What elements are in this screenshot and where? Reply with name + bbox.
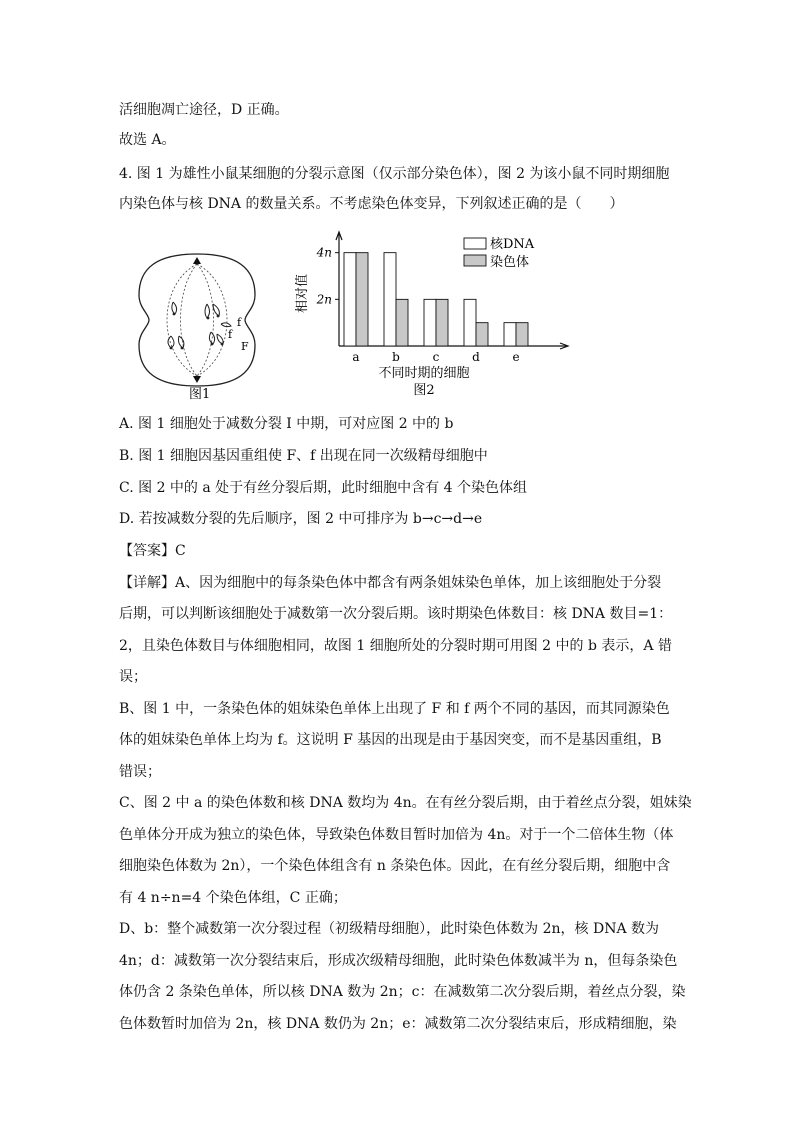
bar-chromosome-d — [476, 323, 488, 346]
text-line: 故选 A。 — [119, 132, 176, 148]
explanation-line: D、b：整个减数第一次分裂过程（初级精母细胞），此时染色体数为 2n，核 DNA 数为 — [119, 921, 660, 937]
chromosomes — [168, 302, 231, 348]
explanation-line: 误； — [119, 669, 147, 685]
y-tick-label: 2n — [316, 292, 332, 307]
x-tick-label: a — [352, 350, 360, 364]
bar-chromosome-e — [516, 323, 528, 346]
legend-swatch-dna — [464, 238, 486, 249]
explanation-line: B、图 1 中，一条染色体的姐妹染色单体上出现了 F 和 f 两个不同的基因，而其同源染色 — [119, 701, 670, 717]
explanation-line: 细胞染色体数为 2n），一个染色体组含有 n 条染色体。因此，在有丝分裂后期，细胞中含 — [119, 858, 671, 874]
spindle-fibers — [167, 264, 227, 376]
option-b: B. 图 1 细胞因基因重组使 F、f 出现在同一次级精母细胞中 — [119, 448, 488, 464]
x-tick-label: e — [512, 350, 520, 364]
option-a: A. 图 1 细胞处于减数分裂 I 中期，可对应图 2 中的 b — [119, 416, 454, 432]
bar-chromosome-a — [356, 253, 368, 346]
legend-label-dna: 核DNA — [490, 237, 535, 252]
bar-chromosome-c — [436, 299, 448, 346]
y-tick-label: 4n — [316, 245, 332, 260]
explanation-line: 体的姐妹染色单体上均为 f。这说明 F 基因的出现是由于基因突变，而不是基因重组，B — [119, 732, 662, 748]
centrosome-top — [193, 257, 201, 264]
explanation-line: 体仍含 2 条染色单体，所以核 DNA 数为 2n；c：在减数第二次分裂后期，着丝点分裂，染 — [119, 984, 686, 1000]
explanation-line: 【详解】A、因为细胞中的每条染色体中都含有两条姐妹染色单体，加上该细胞处于分裂 — [119, 575, 662, 591]
bar-dna-c — [424, 299, 436, 346]
option-d: D. 若按减数分裂的先后顺序，图 2 中可排序为 b→c→d→e — [119, 511, 483, 527]
bar-chart — [284, 228, 574, 400]
option-c: C. 图 2 中的 a 处于有丝分裂后期，此时细胞中含有 4 个染色体组 — [119, 480, 527, 496]
bar-chromosome-b — [396, 299, 408, 346]
explanation-line: C、图 2 中 a 的染色体数和核 DNA 数均为 4n。在有丝分裂后期，由于着丝点分裂，姐妹染 — [119, 795, 692, 811]
gene-label-f-upper: f — [237, 316, 242, 329]
x-tick-label: d — [472, 350, 480, 364]
x-tick-label: c — [432, 350, 440, 364]
question-stem: 内染色体与核 DNA 的数量关系。不考虑染色体变异，下列叙述正确的是（ ） — [119, 196, 624, 212]
explanation-line: 4n；d：减数第一次分裂结束后，形成次级精母细胞，此时染色体数减半为 n，但每条染色 — [119, 953, 678, 969]
x-axis-label: 不同时期的细胞 — [378, 366, 470, 381]
chart-title: 图2 — [413, 383, 435, 398]
explanation-line: 色单体分开成为独立的染色体，导致染色体数目暂时加倍为 4n。对于一个二倍体生物（体 — [119, 827, 674, 843]
centromeres — [170, 313, 224, 350]
question-stem: 4. 图 1 为雄性小鼠某细胞的分裂示意图（仅示部分染色体），图 2 为该小鼠不同时期细胞 — [119, 166, 670, 182]
explanation-line: 2，且染色体数目与体细胞相同，故图 1 细胞所处的分裂时期可用图 2 中的 b 表示，A 错 — [119, 638, 672, 654]
bar-dna-d — [464, 299, 476, 346]
centrosome-bottom — [193, 376, 201, 383]
gene-label-F: F — [241, 340, 249, 353]
question-figure — [119, 228, 579, 403]
explanation-line: 有 4 n÷n=4 个染色体组，C 正确； — [119, 890, 347, 906]
answer: 【答案】C — [119, 543, 186, 559]
gene-label-f: f — [228, 328, 233, 341]
bar-dna-b — [384, 253, 396, 346]
x-tick-label: b — [392, 350, 400, 364]
explanation-line: 后期，可以判断该细胞处于减数第一次分裂后期。该时期染色体数目：核 DNA 数目=1： — [119, 606, 673, 622]
text-line: 活细胞凋亡途径，D 正确。 — [119, 102, 289, 118]
bar-dna-a — [344, 253, 356, 346]
explanation-line: 色体数暂时加倍为 2n，核 DNA 数仍为 2n；e：减数第二次分裂结束后，形成精细胞，染 — [119, 1016, 677, 1032]
legend-swatch-chromosome — [464, 255, 486, 266]
y-axis-label: 相对值 — [295, 274, 310, 314]
figure1-caption: 图1 — [189, 387, 211, 400]
bar-dna-e — [504, 323, 516, 346]
explanation-line: 错误； — [119, 764, 161, 780]
legend-label-chromosome: 染色体 — [490, 255, 530, 270]
cell-division-diagram — [127, 240, 267, 400]
